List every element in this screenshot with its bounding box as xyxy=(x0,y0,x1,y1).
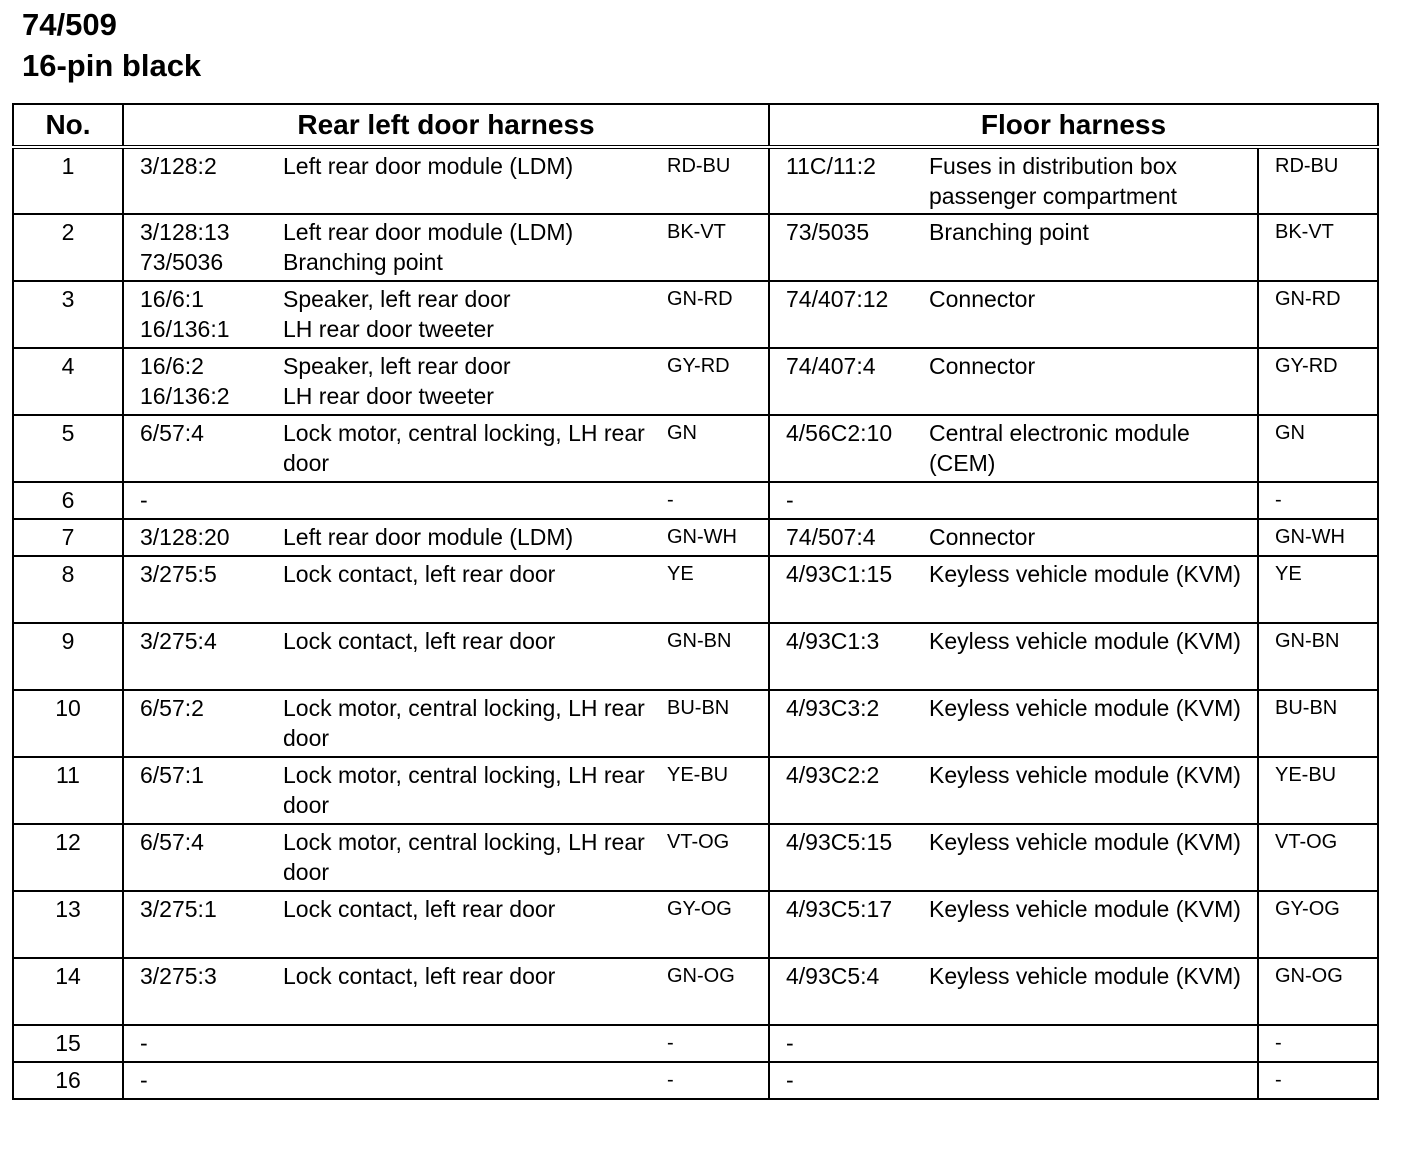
table-row xyxy=(13,482,1378,519)
rear-harness-component: Lock motor, central locking, LH rear door xyxy=(283,415,651,482)
pin-number: 6 xyxy=(13,482,123,519)
pin-number: 14 xyxy=(13,958,123,1025)
rear-harness-connector-ref: 6/57:4 xyxy=(123,824,283,891)
rear-harness-connector-ref: 3/128:2 xyxy=(123,147,283,214)
pin-number: 5 xyxy=(13,415,123,482)
floor-harness-wire-color: YE-BU xyxy=(1258,757,1378,824)
rear-harness-wire-color: YE xyxy=(651,556,769,623)
floor-harness-wire-color: GY-RD xyxy=(1258,348,1378,415)
floor-harness-component xyxy=(929,1025,1258,1062)
rear-harness-component: Left rear door module (LDM) xyxy=(283,147,651,214)
rear-harness-connector-ref: 16/6:1 16/136:1 xyxy=(123,281,283,348)
table-row xyxy=(13,1062,1378,1099)
rear-harness-component: Lock contact, left rear door xyxy=(283,556,651,623)
table-header-row xyxy=(13,104,1378,147)
rear-harness-connector-ref: 3/128:20 xyxy=(123,519,283,556)
floor-harness-connector-ref: 4/93C1:3 xyxy=(769,623,929,690)
pin-number: 1 xyxy=(13,147,123,214)
floor-harness-wire-color: VT-OG xyxy=(1258,824,1378,891)
table-row xyxy=(13,757,1378,824)
table-row xyxy=(13,348,1378,415)
floor-harness-wire-color: - xyxy=(1258,1025,1378,1062)
pin-number: 16 xyxy=(13,1062,123,1099)
floor-harness-connector-ref: 4/56C2:10 xyxy=(769,415,929,482)
floor-harness-wire-color: GN-RD xyxy=(1258,281,1378,348)
table-row xyxy=(13,415,1378,482)
pin-number: 11 xyxy=(13,757,123,824)
floor-harness-wire-color: GY-OG xyxy=(1258,891,1378,958)
pin-number: 7 xyxy=(13,519,123,556)
pin-number: 13 xyxy=(13,891,123,958)
floor-harness-wire-color: GN-WH xyxy=(1258,519,1378,556)
table-row xyxy=(13,891,1378,958)
floor-harness-wire-color: - xyxy=(1258,482,1378,519)
floor-harness-wire-color: - xyxy=(1258,1062,1378,1099)
rear-harness-wire-color: - xyxy=(651,1062,769,1099)
rear-harness-wire-color: - xyxy=(651,1025,769,1062)
floor-harness-wire-color: BK-VT xyxy=(1258,214,1378,281)
floor-harness-wire-color: RD-BU xyxy=(1258,147,1378,214)
floor-harness-component xyxy=(929,1062,1258,1099)
floor-harness-component: Connector xyxy=(929,281,1258,348)
rear-harness-wire-color: BK-VT xyxy=(651,214,769,281)
rear-harness-component xyxy=(283,1025,651,1062)
table-row xyxy=(13,281,1378,348)
floor-harness-connector-ref: - xyxy=(769,1025,929,1062)
rear-harness-component: Left rear door module (LDM) xyxy=(283,519,651,556)
floor-harness-connector-ref: - xyxy=(769,1062,929,1099)
floor-harness-component xyxy=(929,482,1258,519)
column-header-rear-left-door-harness: Rear left door harness xyxy=(123,104,769,147)
floor-harness-component: Keyless vehicle module (KVM) xyxy=(929,824,1258,891)
rear-harness-connector-ref: 16/6:2 16/136:2 xyxy=(123,348,283,415)
rear-harness-connector-ref: - xyxy=(123,1062,283,1099)
floor-harness-component: Keyless vehicle module (KVM) xyxy=(929,891,1258,958)
floor-harness-connector-ref: 74/407:12 xyxy=(769,281,929,348)
floor-harness-connector-ref: 4/93C3:2 xyxy=(769,690,929,757)
pin-number: 3 xyxy=(13,281,123,348)
floor-harness-component: Keyless vehicle module (KVM) xyxy=(929,757,1258,824)
pin-number: 8 xyxy=(13,556,123,623)
floor-harness-connector-ref: - xyxy=(769,482,929,519)
floor-harness-wire-color: YE xyxy=(1258,556,1378,623)
floor-harness-wire-color: GN-BN xyxy=(1258,623,1378,690)
rear-harness-connector-ref: 3/275:1 xyxy=(123,891,283,958)
floor-harness-component: Branching point xyxy=(929,214,1258,281)
floor-harness-component: Keyless vehicle module (KVM) xyxy=(929,958,1258,1025)
rear-harness-component: Lock motor, central locking, LH rear door xyxy=(283,757,651,824)
rear-harness-component xyxy=(283,1062,651,1099)
rear-harness-connector-ref: 6/57:2 xyxy=(123,690,283,757)
rear-harness-wire-color: VT-OG xyxy=(651,824,769,891)
floor-harness-component: Keyless vehicle module (KVM) xyxy=(929,623,1258,690)
table-row xyxy=(13,556,1378,623)
rear-harness-connector-ref: 6/57:1 xyxy=(123,757,283,824)
rear-harness-wire-color: - xyxy=(651,482,769,519)
rear-harness-component xyxy=(283,482,651,519)
floor-harness-component: Keyless vehicle module (KVM) xyxy=(929,556,1258,623)
rear-harness-component: Lock contact, left rear door xyxy=(283,623,651,690)
pinout-table xyxy=(12,103,1379,1100)
pin-number: 10 xyxy=(13,690,123,757)
rear-harness-wire-color: GN xyxy=(651,415,769,482)
rear-harness-connector-ref: 6/57:4 xyxy=(123,415,283,482)
rear-harness-wire-color: RD-BU xyxy=(651,147,769,214)
rear-harness-wire-color: GY-RD xyxy=(651,348,769,415)
rear-harness-component: Speaker, left rear door LH rear door tweeter xyxy=(283,281,651,348)
floor-harness-component: Connector xyxy=(929,348,1258,415)
table-row xyxy=(13,958,1378,1025)
rear-harness-connector-ref: 3/275:5 xyxy=(123,556,283,623)
table-row xyxy=(13,147,1378,214)
floor-harness-wire-color: GN xyxy=(1258,415,1378,482)
floor-harness-wire-color: GN-OG xyxy=(1258,958,1378,1025)
table-row xyxy=(13,519,1378,556)
table-row xyxy=(13,824,1378,891)
rear-harness-wire-color: GN-BN xyxy=(651,623,769,690)
rear-harness-wire-color: GN-RD xyxy=(651,281,769,348)
table-row xyxy=(13,623,1378,690)
floor-harness-connector-ref: 4/93C5:17 xyxy=(769,891,929,958)
floor-harness-component: Fuses in distribution box passenger compartment xyxy=(929,147,1258,214)
column-header-floor-harness: Floor harness xyxy=(769,104,1378,147)
rear-harness-component: Lock motor, central locking, LH rear door xyxy=(283,824,651,891)
pin-number: 9 xyxy=(13,623,123,690)
rear-harness-component: Speaker, left rear door LH rear door tweeter xyxy=(283,348,651,415)
floor-harness-component: Central electronic module (CEM) xyxy=(929,415,1258,482)
rear-harness-connector-ref: 3/275:3 xyxy=(123,958,283,1025)
floor-harness-connector-ref: 4/93C2:2 xyxy=(769,757,929,824)
column-header-no: No. xyxy=(13,104,123,147)
rear-harness-wire-color: GY-OG xyxy=(651,891,769,958)
rear-harness-component: Lock contact, left rear door xyxy=(283,958,651,1025)
rear-harness-wire-color: GN-WH xyxy=(651,519,769,556)
floor-harness-connector-ref: 4/93C1:15 xyxy=(769,556,929,623)
connector-description-title: 16-pin black xyxy=(22,48,202,83)
rear-harness-connector-ref: 3/128:13 73/5036 xyxy=(123,214,283,281)
connector-id-title: 74/509 xyxy=(22,7,117,42)
rear-harness-connector-ref: - xyxy=(123,1025,283,1062)
table-row xyxy=(13,214,1378,281)
floor-harness-connector-ref: 4/93C5:15 xyxy=(769,824,929,891)
rear-harness-wire-color: GN-OG xyxy=(651,958,769,1025)
pin-number: 4 xyxy=(13,348,123,415)
floor-harness-component: Keyless vehicle module (KVM) xyxy=(929,690,1258,757)
table-row xyxy=(13,1025,1378,1062)
floor-harness-connector-ref: 4/93C5:4 xyxy=(769,958,929,1025)
rear-harness-wire-color: BU-BN xyxy=(651,690,769,757)
pin-number: 12 xyxy=(13,824,123,891)
table-row xyxy=(13,690,1378,757)
rear-harness-connector-ref: - xyxy=(123,482,283,519)
floor-harness-component: Connector xyxy=(929,519,1258,556)
floor-harness-wire-color: BU-BN xyxy=(1258,690,1378,757)
pin-number: 2 xyxy=(13,214,123,281)
rear-harness-wire-color: YE-BU xyxy=(651,757,769,824)
rear-harness-component: Lock motor, central locking, LH rear door xyxy=(283,690,651,757)
floor-harness-connector-ref: 11C/11:2 xyxy=(769,147,929,214)
floor-harness-connector-ref: 74/407:4 xyxy=(769,348,929,415)
floor-harness-connector-ref: 73/5035 xyxy=(769,214,929,281)
rear-harness-component: Left rear door module (LDM) Branching point xyxy=(283,214,651,281)
pin-number: 15 xyxy=(13,1025,123,1062)
floor-harness-connector-ref: 74/507:4 xyxy=(769,519,929,556)
rear-harness-component: Lock contact, left rear door xyxy=(283,891,651,958)
rear-harness-connector-ref: 3/275:4 xyxy=(123,623,283,690)
